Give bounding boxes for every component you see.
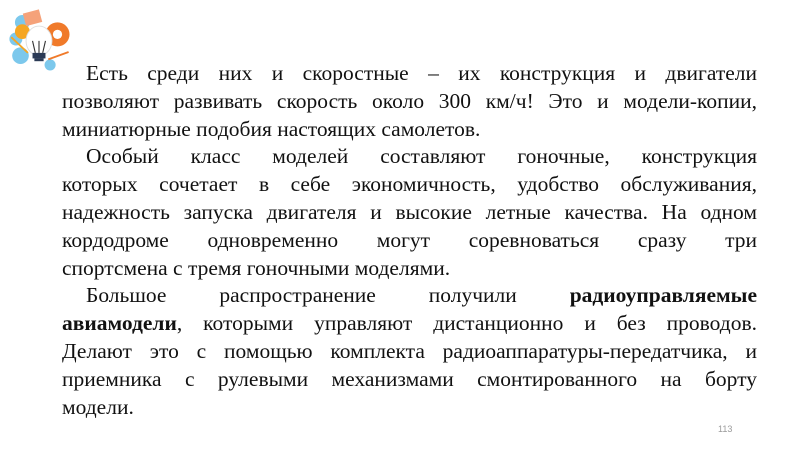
- text-line: кордодроме одновременно могут соревноваться сразу три: [62, 227, 757, 252]
- text-line: которых сочетает в себе экономичность, удобство обслуживания,: [62, 172, 757, 197]
- text-line: Делают это с помощью комплекта радиоаппаратуры-передатчика, и: [62, 338, 757, 363]
- bold-term: радиоуправляемые: [569, 283, 757, 308]
- text-segment: Большое распространение получили: [86, 283, 570, 308]
- text-line: Есть среди них и скоростные – их конструкция и двигатели: [86, 61, 757, 85]
- body-text: [62, 60, 757, 421]
- bold-term: авиамодели: [62, 311, 177, 336]
- text-line: миниатюрные подобия настоящих самолетов.: [62, 116, 481, 141]
- text-line: позволяют развивать скорость около 300 км/ч! Это и модели-копии,: [62, 88, 757, 113]
- text-line: приемника с рулевыми механизмами смонтированного на борту: [62, 366, 757, 391]
- text-line: спортсмена с тремя гоночными моделями.: [62, 255, 451, 280]
- text-line: [62, 282, 757, 310]
- text-line: Особый класс моделей составляют гоночные, конструкция: [86, 144, 757, 169]
- page-number: 113: [718, 424, 733, 434]
- text-segment: , которыми управляют дистанционно и без проводов.: [176, 311, 757, 336]
- text-line: модели.: [62, 394, 134, 419]
- text-line: [62, 310, 757, 338]
- text-line: надежность запуска двигателя и высокие летные качества. На одном: [62, 199, 757, 224]
